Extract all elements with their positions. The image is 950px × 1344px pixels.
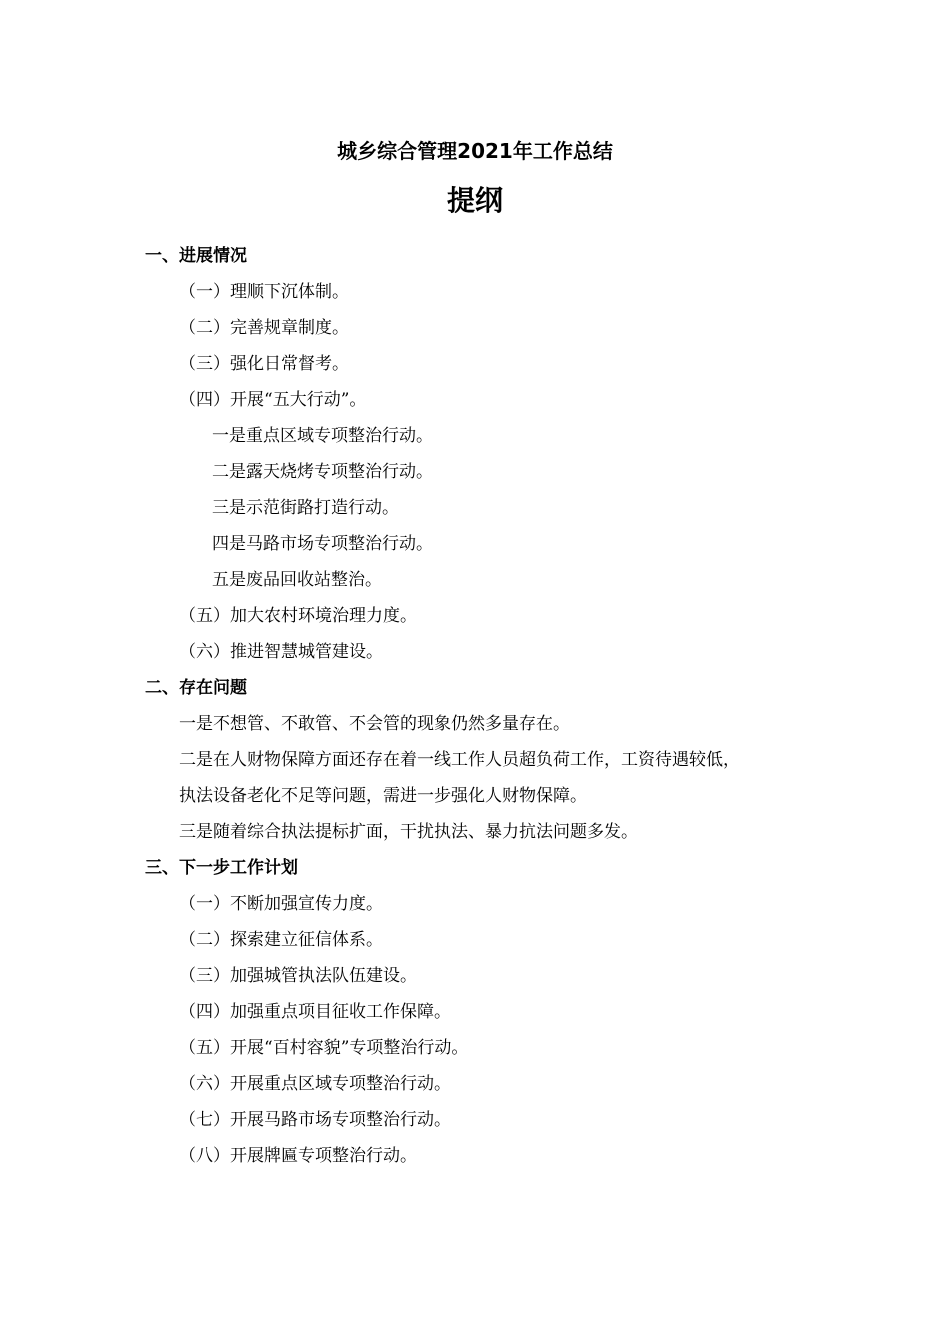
list-item: （一）不断加强宣传力度。 xyxy=(179,894,383,914)
paragraph-line: 一是不想管、不敢管、不会管的现象仍然多量存在。 xyxy=(179,714,570,734)
document-body xyxy=(0,238,950,1174)
list-item: （八）开展牌匾专项整治行动。 xyxy=(179,1146,417,1166)
document-title: 城乡综合管理2021年工作总结 xyxy=(337,139,613,163)
paragraph-line: 二是在人财物保障方面还存在着一线工作人员超负荷工作，工资待遇较低， xyxy=(179,750,740,770)
sub-list-item: 四是马路市场专项整治行动。 xyxy=(212,534,433,554)
list-item: （四）开展“五大行动”。 xyxy=(179,390,367,410)
list-item: （六）推进智慧城管建设。 xyxy=(179,642,383,662)
section-progress xyxy=(0,238,950,670)
section-heading: 三、下一步工作计划 xyxy=(145,858,298,878)
sub-list-item: 三是示范街路打造行动。 xyxy=(212,498,399,518)
paragraph-line: 执法设备老化不足等问题，需进一步强化人财物保障。 xyxy=(179,786,587,806)
sub-list-item: 五是废品回收站整治。 xyxy=(212,570,382,590)
list-item: （三）强化日常督考。 xyxy=(179,354,349,374)
section-problems xyxy=(0,670,950,850)
list-item: （四）加强重点项目征收工作保障。 xyxy=(179,1002,451,1022)
sub-list-item: 一是重点区域专项整治行动。 xyxy=(212,426,433,446)
list-item: （一）理顺下沉体制。 xyxy=(179,282,349,302)
section-heading: 二、存在问题 xyxy=(145,678,247,698)
list-item: （六）开展重点区域专项整治行动。 xyxy=(179,1074,451,1094)
list-item: （三）加强城管执法队伍建设。 xyxy=(179,966,417,986)
list-item: （二）完善规章制度。 xyxy=(179,318,349,338)
list-item: （五）开展“百村容貌”专项整治行动。 xyxy=(179,1038,469,1058)
sub-list-item: 二是露天烧烤专项整治行动。 xyxy=(212,462,433,482)
section-heading: 一、进展情况 xyxy=(145,246,247,266)
list-item: （二）探索建立征信体系。 xyxy=(179,930,383,950)
paragraph-line: 三是随着综合执法提标扩面，干扰执法、暴力抗法问题多发。 xyxy=(179,822,638,842)
list-item: （七）开展马路市场专项整治行动。 xyxy=(179,1110,451,1130)
document-subtitle: 提纲 xyxy=(446,184,503,217)
section-next-plan xyxy=(0,850,950,1174)
list-item: （五）加大农村环境治理力度。 xyxy=(179,606,417,626)
